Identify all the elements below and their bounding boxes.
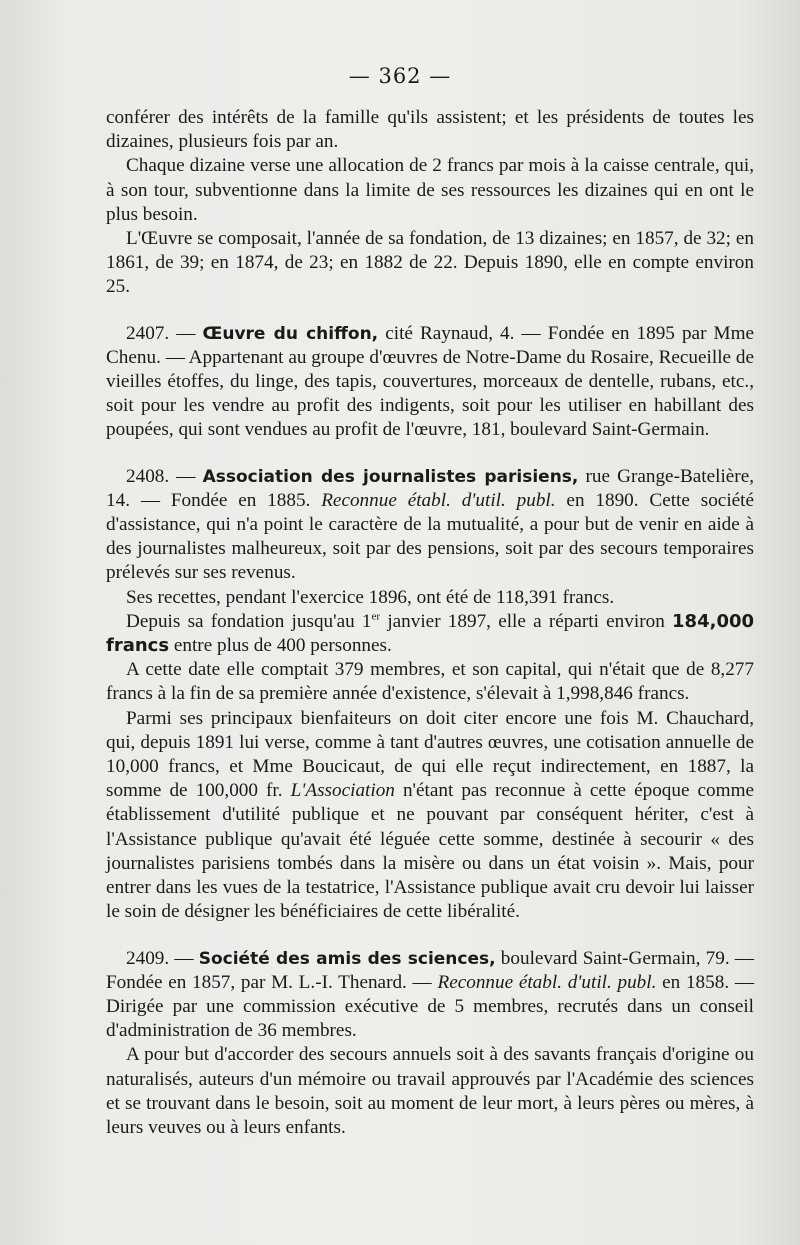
benefactors-text-continued: n'étant pas reconnue à cette époque comme établissement d'utilité publique et ne pouvant par conséquent hériter, c'est à l'Assistance publique qu'avait été léguée cette somme, destinée à secourir « des journalistes parisiens tombés dans la misère ou dans un état voisin ». Mais, pour entrer dans les vues de la testatrice, l'Assistance publique avait cru devoir lui laisser le soin de désigner les bénéficiaires de cette libéralité. xyxy=(106,780,755,923)
intro-paragraph-1: conférer des intérêts de la famille qu'ils assistent; et les présidents de toutes les dizaines, plusieurs fois par an. xyxy=(106,107,754,153)
entry-2408-distribution xyxy=(106,610,754,658)
distribution-text: Depuis sa fondation jusqu'au 1 xyxy=(126,610,372,632)
distribution-text-continued: janvier 1897, elle a réparti environ xyxy=(387,610,665,632)
entry-2409-purpose: A pour but d'accorder des secours annuels soit à des savants français d'origine ou naturalisés, auteurs d'un mémoire ou travail approuvés par l'Académie des sciences et se trouvant dans le besoin, soit au moment de leur mort, à leurs pères ou mères, à leurs veuves ou à leurs enfants. xyxy=(106,1044,754,1138)
entry-2408-benefactors xyxy=(106,707,754,925)
entry-number: 2409. — xyxy=(126,947,194,969)
entry-title: Association des journalistes parisiens, xyxy=(202,466,579,487)
page-number: — 362 — xyxy=(348,64,452,88)
association-italic: L'Association xyxy=(290,780,395,802)
entry-2407 xyxy=(106,322,754,443)
entry-number: 2407. — xyxy=(126,322,196,344)
entry-number: 2408. — xyxy=(126,465,196,487)
entry-text-continued: en 1890. Cette société d'assistance, qui n'a point le caractère de la mutualité, a pour but de venir en aide à des journalistes malheureux, soit par des pensions, soit par des secours temporaires prélevés sur ses revenus. xyxy=(106,489,755,584)
entry-status-italic: Reconnue établ. d'util. publ. xyxy=(321,489,556,511)
intro-paragraph-2: Chaque dizaine verse une allocation de 2 francs par mois à la caisse centrale, qui, à son tour, subventionne dans la limite de ses ressources les dizaines qui en ont le plus besoin. xyxy=(106,155,754,225)
page-body xyxy=(106,106,754,1140)
entry-2408 xyxy=(106,465,754,586)
ordinal-superscript: er xyxy=(371,610,381,623)
entry-text: cité Raynaud, 4. — Fondée en 1895 par Mme Chenu. — Appartenant au groupe d'œuvres de Notre-Dame du Rosaire, Recueille de vieilles étoffes, du linge, des tapis, couvertures, morceaux de dentelle, rubans, etc., soit pour les vendre au profit des indigents, soit pour les utiliser en habillant des poupées, qui sont vendues au profit de l'œuvre, 181, boulevard Saint-Germain. xyxy=(106,322,755,441)
entry-status-italic: Reconnue établ. d'util. publ. xyxy=(437,971,657,993)
entry-text: boulevard Saint-Germain, 79. — Fondée en 1857, par M. L.-I. Thenard. — xyxy=(106,947,754,993)
entry-title: Société des amis des sciences, xyxy=(198,948,496,969)
entry-2409 xyxy=(106,947,754,1044)
entry-text: rue Grange-Batelière, 14. — Fondée en 1885. xyxy=(106,465,755,511)
distribution-amount: 184,000 francs xyxy=(106,610,755,657)
distribution-text-end: entre plus de 400 personnes. xyxy=(173,635,392,657)
intro-paragraph-3: L'Œuvre se composait, l'année de sa fondation, de 13 dizaines; en 1857, de 32; en 1861, de 39; en 1874, de 23; en 1882 de 22. Depuis 1890, elle en compte environ 25. xyxy=(106,228,754,298)
entry-title: Œuvre du chiffon, xyxy=(202,323,379,344)
entry-2408-receipts: Ses recettes, pendant l'exercice 1896, ont été de 118,391 francs. xyxy=(126,586,615,608)
benefactors-text: Parmi ses principaux bienfaiteurs on doit citer encore une fois M. Chauchard, qui, depuis 1891 lui verse, comme à tant d'autres œuvres, une cotisation annuelle de 10,000 francs, et Mme Boucicaut, de qui elle reçut indirectement, en 1887, la somme de 100,000 fr. xyxy=(106,707,754,802)
entry-2408-capital: A cette date elle comptait 379 membres, et son capital, qui n'était que de 8,277 francs à la fin de sa première année d'existence, s'élevait à 1,998,846 francs. xyxy=(106,659,754,705)
entry-text-continued: en 1858. — Dirigée par une commission exécutive de 5 membres, recrutés dans un conseil d'administration de 36 membres. xyxy=(106,971,755,1042)
